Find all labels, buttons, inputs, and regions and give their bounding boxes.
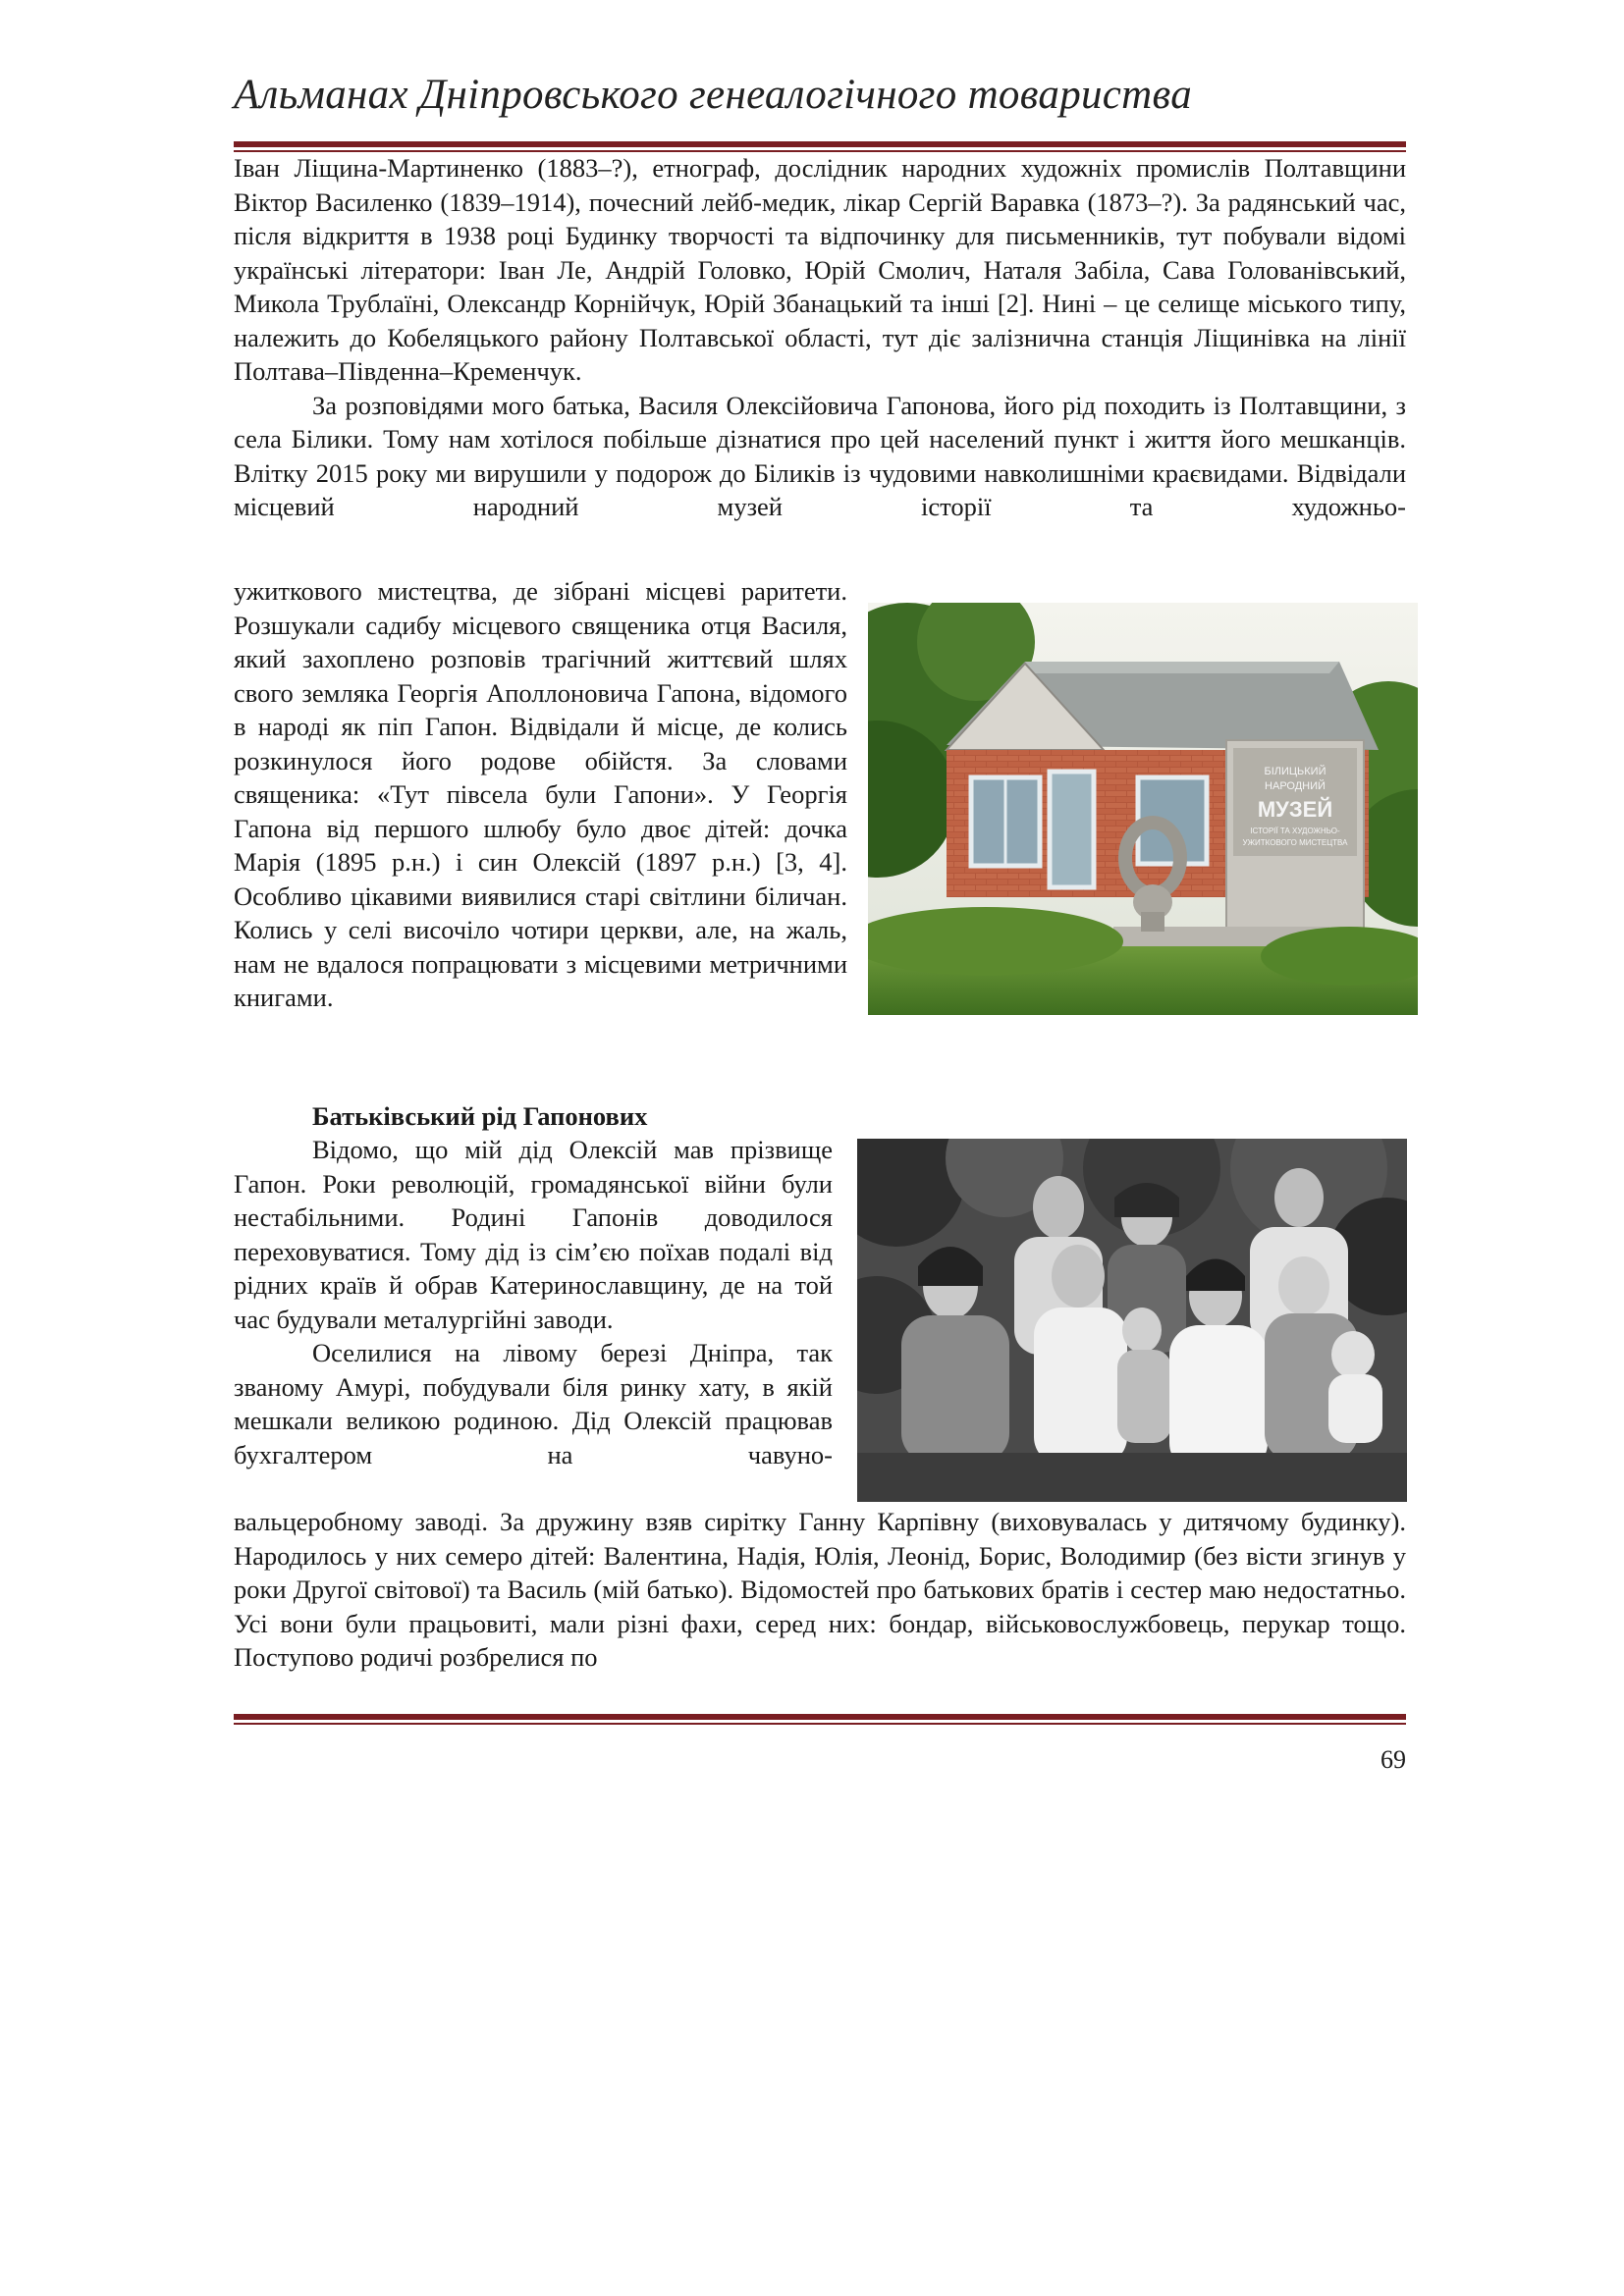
paragraph-4: Оселилися на лівому березі Дніпра, так званому Амурі, побудували біля ринку хату, в якій мешкали великою родиною. Дід Олексій працював бухгалтером на чавуно- (234, 1338, 833, 1469)
museum-sign-line-2: НАРОДНИЙ (1265, 780, 1326, 792)
paragraph-1: Іван Ліщина-Мартиненко (1883–?), етнограф, дослідник народних художніх промислів Полтавщини Віктор Василенко (1839–1914), почесний лейб-медик, лікар Сергій Варавка (1873–?). За радянський час, після відкриття в 1938 році Будинку творчості та відпочинку для письменників, тут побували відомі українські літератори: Іван Ле, Андрій Головко, Юрій Смолич, Наталя Забіла, Сава Голованівський, Микола Трублаїні, Олександр Корнійчук, Юрій Збанацький та інші [2]. Нині – це селище міського типу, належить до Кобеляцького району Полтавської області, тут діє залізнична станція Ліщинівка на лінії Полтава–Південна–Кременчук. (234, 153, 1406, 386)
footer-rule (234, 1714, 1406, 1725)
text-block-museum-column (234, 574, 847, 1015)
museum-photo (868, 603, 1418, 1015)
museum-sign-line-3: МУЗЕЙ (1257, 797, 1333, 822)
text-block-top (234, 151, 1406, 524)
paragraph-3: Відомо, що мій дід Олексій мав прізвище Гапон. Роки революцій, громадянської війни були нестабільними. Родині Гапонів доводилося переховуватися. Тому дід із сім’єю поїхав подалі від рідних країв й обрав Катеринославщину, де на той час будували металургійні заводи. (234, 1135, 833, 1334)
paragraph-4-continued: вальцеробному заводі. За дружину взяв сирітку Ганну Карпівну (виховувалась у дитячому будинку). Народилось у них семеро дітей: Валентина, Надія, Юлія, Леонід, Борис, Володимир (без вісти згинув у роки Другої світової) та Василь (мій батько). Відомостей про батькових братів і сестер маю недостатньо. Усі вони були працьовиті, мали різні фахи, серед них: бондар, військовослужбовець, перукар тощо. Поступово родичі розбрелися по (234, 1507, 1406, 1672)
museum-sign-line-1: БІЛИЦЬКИЙ (1264, 766, 1326, 777)
paragraph-2: За розповідями мого батька, Василя Олексійовича Гапонова, його рід походить із Полтавщини, з села Білики. Тому нам хотілося побільше дізнатися про цей населений пункт і життя його мешканців. Влітку 2015 року ми вирушили у подорож до Біликів із чудовими навколишніми краєвидами. Відвідали місцевий народний музей історії та художньо- (234, 390, 1406, 521)
family-photo (857, 1139, 1407, 1502)
museum-sign-line-4: ІСТОРІЇ ТА ХУДОЖНЬО- (1250, 827, 1340, 835)
page-number: 69 (1380, 1745, 1406, 1774)
text-block-family-column (234, 1133, 833, 1471)
text-block-bottom (234, 1505, 1406, 1675)
paragraph-2-continued: ужиткового мистецтва, де зібрані місцеві раритети. Розшукали садибу місцевого священика отця Василя, який захоплено розповів трагічний життєвий шлях свого земляка Георгія Аполлоновича Гапона, відомого в народі як піп Гапон. Відвідали й місце, де колись розкинулося його родове обійстя. За словами священика: «Тут півсела були Гапони». У Георгія Гапона від першого шлюбу було двоє дітей: дочка Марія (1895 р.н.) і син Олексій (1897 р.н.) [3, 4]. Особливо цікавими виявилися старі світлини біличан. Колись у селі височіло чотири церкви, але, на жаль, нам не вдалося попрацювати з місцевими метричними книгами. (234, 576, 847, 1012)
museum-sign-line-5: УЖИТКОВОГО МИСТЕЦТВА (1242, 838, 1348, 847)
running-header: Альманах Дніпровського генеалогічного товариства (234, 72, 1192, 118)
section-heading: Батьківський рід Гапонових (312, 1101, 648, 1131)
